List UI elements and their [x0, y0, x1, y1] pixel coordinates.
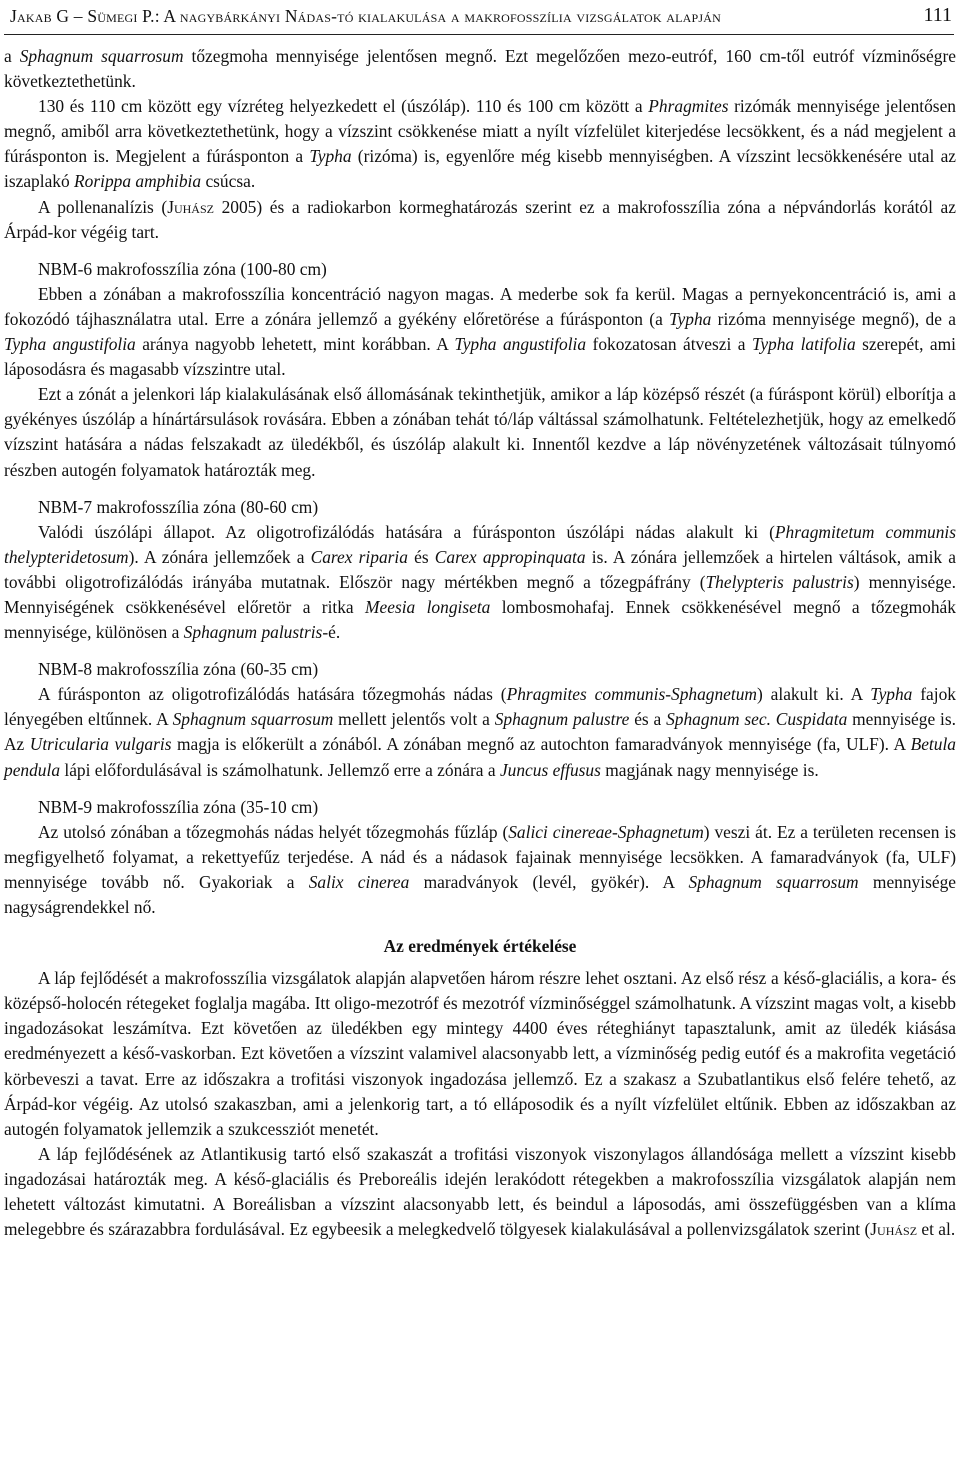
species-name: Sphagnum sec. Cuspidata	[666, 709, 848, 730]
species-name: Meesia longiseta	[365, 596, 491, 617]
species-name: Sphagnum palustris	[183, 622, 323, 643]
text-run: (rizóma) is, egyenlőre még kisebb mennyiségben. A vízszint lecsökkenésére utal az iszaplakó	[4, 146, 957, 192]
species-name: Sphagnum squarrosum	[688, 871, 859, 892]
text-run: és	[407, 546, 435, 567]
text-run: -é.	[322, 622, 341, 643]
text-run: mellett jelentős volt a	[333, 709, 495, 730]
text-run: A fúrásponton az oligotrofizálódás hatására tőzegmohás nádas (	[38, 684, 507, 705]
species-name: Sphagnum squarrosum	[19, 46, 184, 66]
zone-heading-nbm8: NBM-8 makrofosszília zóna (60-35 cm)	[38, 659, 319, 680]
text-run: a	[4, 46, 20, 66]
species-name: Typha latifolia	[751, 334, 856, 355]
species-name: Salix cinerea	[308, 871, 410, 892]
text-run: is. A zónára jellemzőek a hirtelen váltások, amik a további oligotrofizálódás irányába mutatnak. Először nagy mértékben megnő a tőzegpáfrány (	[4, 546, 956, 592]
species-name: Salici cinereae-Sphagnetum	[508, 821, 704, 842]
zone-heading-nbm6: NBM-6 makrofosszília zóna (100-80 cm)	[38, 258, 327, 279]
zone-heading-nbm9: NBM-9 makrofosszília zóna (35-10 cm)	[38, 796, 319, 817]
text-run: és a	[629, 709, 667, 730]
text-run: szerepét, ami láposodásra és magasabb vízszintre utal.	[4, 334, 956, 380]
text-run: maradványok (levél, gyökér). A	[409, 871, 689, 892]
species-name: Phragmites	[648, 96, 729, 117]
text-run: A láp fejlődésének az Atlantikusig tartó első szakaszát a trofitási viszonyok viszonylagos állandósága mellett a vízszint kisebb ingadozásai határozták meg. A késő-glaciális és Preboreális idején lerakódott rétegekben a makrofosszília vizsgálatok alapján nem lehetett változást kimutatni. A Boreálisban a vízszint alacsonyabb lett, és beindul a láposodás, ami összefüggésben van a klíma melegebbre és szárazabbra fordulásával. Ez egybeesik a melegkedvelő tölgyesek kialakulásával a pollenvizsgálatok szerint (	[4, 1143, 956, 1240]
species-name: Phragmitetum communis thelypteridetosum	[4, 521, 956, 567]
species-name: Carex riparia	[310, 546, 408, 567]
text-run: fajok lényegében eltűnnek. A	[4, 684, 956, 730]
text-run: mennyisége nagyságrendekkel nő.	[4, 871, 956, 917]
text-run: ) alakult ki. A	[756, 684, 871, 705]
species-name: Sphagnum squarrosum	[172, 709, 334, 730]
species-name: Thelypteris palustris	[705, 571, 854, 592]
text-run: tőzegmoha mennyisége jelentősen megnő. Ezt megelőzően mezo-eutróf, 160 cm-től eutróf vízminőségre következtethetünk.	[4, 46, 956, 92]
text-run: Valódi úszólápi állapot. Az oligotrofizálódás hatására a fúrásponton úszólápi nádas alakult ki (	[38, 521, 775, 542]
page-header	[4, 4, 954, 35]
paragraph	[4, 682, 956, 782]
text-run: lápi előfordulásával is számolhatunk. Jellemző erre a zónára a	[60, 759, 500, 780]
text-run: csúcsa.	[201, 171, 256, 192]
text-run: Az utolsó zónában a tőzegmohás nádas helyét tőzegmohás fűzláp (	[38, 821, 509, 842]
species-name: Typha angustifolia	[4, 334, 136, 355]
paragraph	[4, 820, 956, 920]
species-name: Typha angustifolia	[454, 334, 587, 355]
species-name: Rorippa amphibia	[74, 171, 202, 192]
text-run: rizóma mennyisége megnő), de a	[711, 308, 956, 329]
text-run: 2005) és a radiokarbon kormeghatározás szerint ez a makrofosszília zóna a népvándorlás korától az Árpád-kor végéig tart.	[4, 196, 956, 242]
text-run: lombosmohafaj. Ennek csökkenésével megnő a tőzegmohák mennyisége, különösen a	[4, 596, 956, 643]
paragraph	[4, 44, 956, 94]
paragraph	[4, 1142, 956, 1242]
author-citation: Juhász	[167, 196, 214, 217]
species-name: Typha	[870, 684, 913, 705]
text-run: mennyisége is. Az	[4, 709, 956, 755]
text-run: A pollenanalízis (	[38, 196, 168, 217]
species-name: Juncus effusus	[499, 759, 601, 780]
text-run: Ebben a zónában a makrofosszília koncentráció nagyon magas. A mederbe sok fa kerül. Magas a pernyekoncentráció is, ami a fokozódó tájhasználatra utal. Erre a zónára jellemző a gyékény előretörése a fúrásponton (a	[4, 283, 956, 329]
text-run: magja is előkerült a zónából. A zónában megnő az autochton famaradványok mennyisége (fa, ULF). A	[171, 734, 911, 755]
running-head: Jakab G – Sümegi P.: A nagybárkányi Nádas-tó kialakulása a makrofosszília vizsgálatok alapján	[10, 6, 722, 26]
paragraph	[4, 520, 956, 645]
text-run: rizómák mennyisége jelentősen megnő, amiből arra következtethetünk, hogy a vízszint csökkenése miatt a nyílt vízfelület kiterjedése lecsökkent, és a nád megjelent a fúrásponton is. Megjelent a fúrásponton a	[4, 96, 956, 167]
paragraph: Ezt a zónát a jelenkori láp kialakulásának első állomásának tekinthetjük, amikor a láp középső részét (a fúráspont körül) elborítja a gyékényes úszóláp a hínártársulások rovására. Ebben a zónában tehát tó/láp váltással számolhatunk. Feltételezhetjük, hogy az emelkedő vízszint hatására a nádas felszakadt az üledékből, és úszóláp alakult ki. Innentől kezdve a láp növényzetének változásait túlnyomó részben autogén folyamatok határozták meg.	[4, 384, 956, 480]
species-name: Typha	[309, 146, 352, 167]
text-run: 130 és 110 cm között egy vízréteg helyezkedett el (úszóláp). 110 és 100 cm között a	[38, 96, 649, 117]
species-name: Carex appropinquata	[434, 546, 586, 567]
paragraph	[4, 282, 956, 382]
document-body	[4, 44, 956, 1242]
page-number: 111	[923, 4, 952, 26]
species-name: Phragmites communis-Sphagnetum	[506, 684, 757, 705]
text-run: magjának nagy mennyisége is.	[600, 759, 819, 780]
species-name: Betula pendula	[4, 734, 956, 780]
text-run: aránya nagyobb lehetett, mint korábban. A	[135, 334, 455, 355]
species-name: Sphagnum palustre	[494, 709, 630, 730]
text-run: ) mennyisége. Mennyiségének csökkenésével előretör a ritka	[4, 571, 956, 617]
author-citation: Juhász	[870, 1219, 918, 1240]
paragraph	[4, 94, 956, 194]
text-run: ). A zónára jellemzőek a	[128, 546, 311, 567]
paragraph	[4, 195, 956, 245]
section-heading: Az eredmények értékelése	[383, 936, 577, 957]
zone-heading-nbm7: NBM-7 makrofosszília zóna (80-60 cm)	[38, 496, 319, 517]
text-run: et al.	[917, 1219, 956, 1240]
species-name: Utricularia vulgaris	[29, 734, 172, 755]
text-run: ) veszi át. Ez a területen recensen is megfigyelhető folyamat, a rekettyefűz terjedése. A nád és a nádasok fajainak mennyisége lecsökken. A famaradványok (fa, ULF) mennyisége tovább nő. Gyakoriak a	[4, 821, 956, 892]
species-name: Typha	[669, 308, 712, 329]
paragraph: A láp fejlődését a makrofosszília vizsgálatok alapján alapvetően három részre lehet osztani. Az első rész a késő-glaciális, a kora- és középső-holocén rétegeket foglalja magába. Itt oligo-mezotróf és mezotróf vízminőséggel számolhatunk. A vízszint magas volt, a kisebb ingadozásokat leszámítva. Ezt követően az üledékben egy mintegy 4400 éves réteghiányt tapasztalunk, amit az üledék kiásása eredményezett a késő-vaskorban. Ezt követően a vízszint valamivel alacsonyabb lett, a vízminőség pedig eutóf és a makrofita vegetáció körbeveszi a tavat. Erre az időszakra a trofitási viszonyok ingadozása jellemző. Ez a szakasz a Szubatlantikus első felére tehető, az Árpád-kor végéig. Az utolsó szakaszban, ami a jelenkorig tart, a tó elláposodik és a nyílt vízfelület eltűnik. Ebben az időszakban az autogén folyamatok jellemzik a szukcessziót menetét.	[4, 968, 956, 1139]
text-run: fokozatosan átveszi a	[586, 334, 752, 355]
